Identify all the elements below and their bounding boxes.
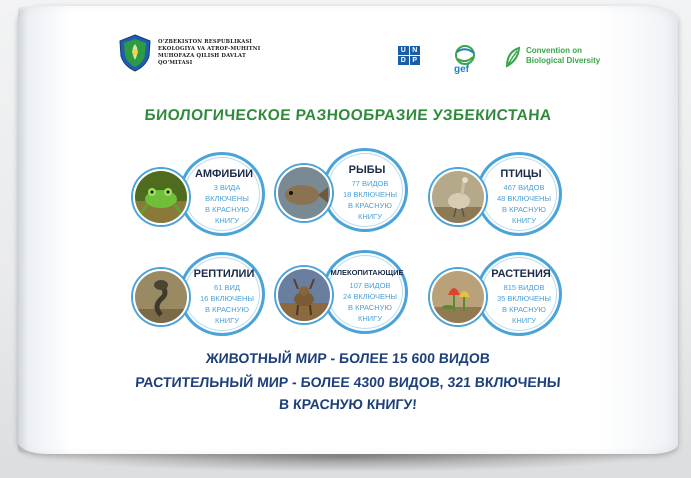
category-line: КНИГУ <box>511 216 536 225</box>
category-line: В КРАСНУЮ <box>205 205 249 214</box>
bird-photo-icon <box>430 169 486 225</box>
category-card-amphibians <box>133 152 263 236</box>
category-line: 815 ВИДОВ <box>503 283 545 292</box>
category-line: КНИГУ <box>214 216 239 225</box>
frog-photo-icon <box>133 169 189 225</box>
undp-logo-icon <box>398 46 424 82</box>
category-line: В КРАСНУЮ <box>502 205 546 214</box>
category-line: 35 ВКЛЮЧЕНЫ <box>496 294 552 303</box>
gef-globe-icon <box>448 44 482 66</box>
category-line: В КРАСНУЮ <box>348 201 392 210</box>
undp-letter: U <box>398 46 409 55</box>
category-line: КНИГУ <box>357 314 382 323</box>
cobra-photo-icon <box>133 269 189 325</box>
category-name: ПТИЦЫ <box>500 168 542 180</box>
category-name: РЫБЫ <box>348 164 386 176</box>
tulip-photo-icon <box>430 269 486 325</box>
gef-label: gef <box>454 64 469 75</box>
undp-letter: P <box>410 56 421 65</box>
category-line: В КРАСНУЮ <box>348 303 392 312</box>
ministry-logo <box>118 34 278 72</box>
category-line: 77 ВИДОВ <box>351 179 389 188</box>
deer-photo-icon <box>276 267 332 323</box>
category-card-mammals <box>276 250 406 334</box>
gef-logo <box>448 44 482 80</box>
ministry-line-3: MUHOFAZA QILISH DAVLAT QO'MITASI <box>158 53 246 66</box>
category-line: 48 ВКЛЮЧЕНЫ <box>496 194 552 203</box>
fish-photo-icon <box>276 165 332 221</box>
category-line: В КРАСНУЮ <box>205 305 249 314</box>
cbd-leaf-icon <box>504 46 522 68</box>
cbd-line-1: Convention on <box>526 46 582 55</box>
category-line: 18 ВКЛЮЧЕНЫ <box>342 190 398 199</box>
flora-summary: РАСТИТЕЛЬНЫЙ МИР - БОЛЕЕ 4300 ВИДОВ, 321 ВКЛЮЧЕНЫ <box>134 374 562 390</box>
category-line: КНИГУ <box>214 316 239 325</box>
ministry-line-1: O'ZBEKISTON RESPUBLIKASI <box>158 39 253 45</box>
category-card-plants <box>430 252 560 336</box>
category-line: 61 ВИД <box>214 283 240 292</box>
category-card-reptiles <box>133 252 263 336</box>
category-name: МЛЕКОПИТАЮЩИЕ <box>330 268 404 277</box>
category-line: 107 ВИДОВ <box>349 281 391 290</box>
ministry-line-2: EKOLOGIYA VA ATROF-MUHITNI <box>158 46 261 52</box>
cbd-logo <box>504 46 626 68</box>
category-line: ВКЛЮЧЕНЫ <box>205 194 249 203</box>
category-line: В КРАСНУЮ <box>502 305 546 314</box>
category-line: 24 ВКЛЮЧЕНЫ <box>342 292 398 301</box>
cbd-name <box>526 46 626 66</box>
category-name: АМФИБИИ <box>194 168 254 180</box>
ministry-name <box>158 39 278 67</box>
fauna-summary: ЖИВОТНЫЙ МИР - БОЛЕЕ 15 600 ВИДОВ <box>205 350 491 366</box>
cbd-line-2: Biological Diversity <box>526 56 601 65</box>
category-line: КНИГУ <box>357 212 382 221</box>
shield-logo-icon <box>118 34 152 72</box>
category-card-fish <box>276 148 406 232</box>
category-name: РЕПТИЛИИ <box>193 268 255 280</box>
exhibition-banner <box>18 6 678 454</box>
category-name: РАСТЕНИЯ <box>491 268 551 280</box>
category-line: КНИГУ <box>511 316 536 325</box>
undp-letter: D <box>398 56 409 65</box>
category-line: 467 ВИДОВ <box>503 183 545 192</box>
undp-letter: N <box>410 46 421 55</box>
banner-title: БИОЛОГИЧЕСКОЕ РАЗНООБРАЗИЕ УЗБЕКИСТАНА <box>143 107 553 124</box>
red-book-summary: В КРАСНУЮ КНИГУ! <box>278 396 418 412</box>
category-card-birds <box>430 152 560 236</box>
category-line: 3 ВИДА <box>213 183 241 192</box>
category-line: 16 ВКЛЮЧЕНЫ <box>199 294 255 303</box>
